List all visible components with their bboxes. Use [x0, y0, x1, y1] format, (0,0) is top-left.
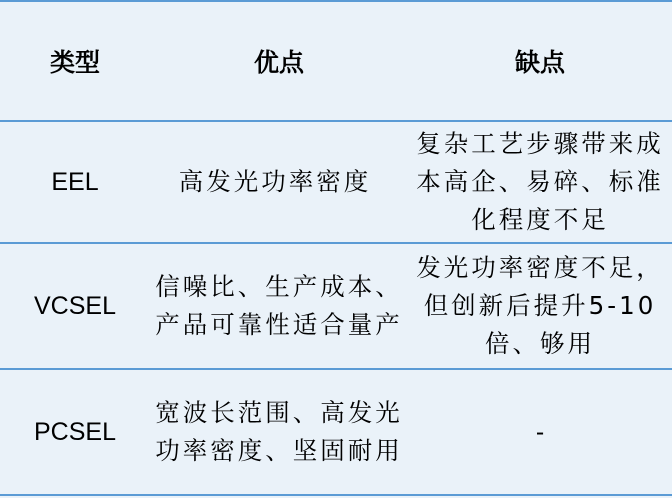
- table-row: [0, 122, 672, 242]
- row-type: VCSEL: [34, 291, 116, 320]
- row-pros: 信噪比、生产成本、产品可靠性适合量产: [155, 272, 403, 339]
- table-header-row: [0, 2, 672, 120]
- row-cons: 复杂工艺步骤带来成本高企、易碎、标准化程度不足: [416, 129, 664, 234]
- header-cons: 缺点: [514, 48, 565, 77]
- table-row: [0, 244, 672, 368]
- row-pros: 宽波长范围、高发光功率密度、坚固耐用: [155, 398, 403, 465]
- header-pros: 优点: [253, 48, 304, 77]
- row-type: EEL: [51, 167, 99, 196]
- header-type: 类型: [49, 48, 100, 77]
- row-cons: -: [535, 417, 545, 446]
- table-rule-bottom: [0, 494, 672, 496]
- row-cons: 发光功率密度不足，但创新后提升5-10倍、够用: [416, 253, 664, 358]
- row-type: PCSEL: [34, 417, 116, 446]
- table-row: [0, 370, 672, 494]
- row-pros: 高发光功率密度: [178, 167, 372, 196]
